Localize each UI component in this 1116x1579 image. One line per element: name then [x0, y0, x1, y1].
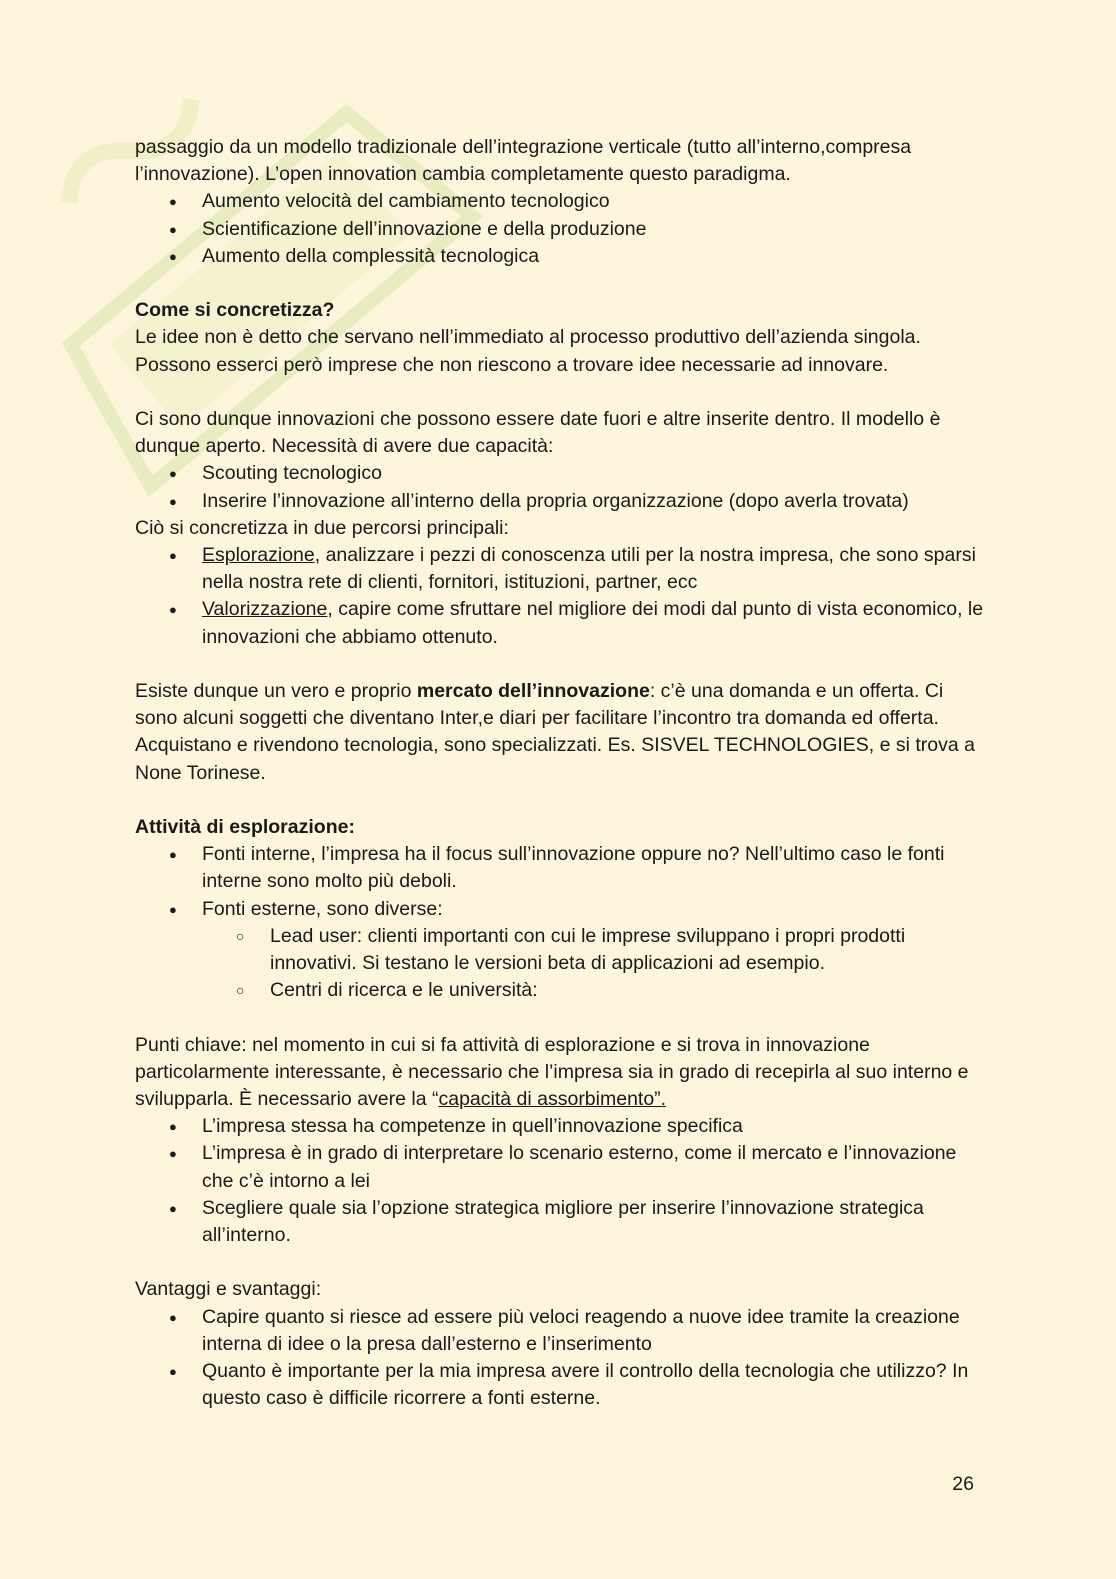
modello-aperto-paragraph: Ci sono dunque innovazioni che possono essere date fuori e altre inserite dentro. Il modello è dunque aperto. Necessità di avere due capacità: — [135, 408, 941, 458]
vantaggi-bullet-list — [135, 1304, 985, 1413]
esplorazione-text: , analizzare i pezzi di conoscenza utili per la nostra impresa, che sono sparsi nella nostra rete di clienti, fornitori, istituzioni, partner, ecc — [202, 544, 976, 594]
list-item — [135, 542, 985, 596]
list-item — [135, 596, 985, 650]
list-item: ● Capire quanto si riesce ad essere più veloci reagendo a nuove idee tramite la creazione interna di idee o la presa dall’esterno e l’inserimento — [135, 1304, 985, 1358]
esplorazione-link[interactable]: Esplorazione — [202, 544, 315, 567]
list-item: ● Fonti interne, l’impresa ha il focus sull’innovazione oppure no? Nell’ultimo caso le fonti interne sono molto più deboli. — [135, 841, 985, 895]
heading-come-si-concretizza: Come si concretizza? — [135, 299, 335, 322]
punti-bullet-list — [135, 1113, 985, 1249]
list-item: ● Aumento della complessità tecnologica — [135, 243, 985, 270]
sub-list-item: ○ Lead user: clienti importanti con cui le imprese sviluppano i propri prodotti innovativi. Si testano le versioni beta di applicazioni ad esempio. — [135, 923, 985, 977]
intro-bullet-list — [135, 188, 985, 270]
document-body — [135, 134, 985, 1412]
mercato-pre: Esiste dunque un vero e proprio — [135, 680, 417, 703]
list-item: ● Inserire l’innovazione all’interno della propria organizzazione (dopo averla trovata) — [135, 488, 985, 515]
mercato-innovazione-term: mercato dell’innovazione — [416, 680, 650, 703]
percorsi-bullet-list — [135, 542, 985, 651]
capacita-assorbimento-link[interactable]: capacità di assorbimento”. — [438, 1088, 667, 1111]
list-item: ● Scouting tecnologico — [135, 460, 985, 487]
list-item: ● Aumento velocità del cambiamento tecnologico — [135, 188, 985, 215]
percorsi-intro: Ciò si concretizza in due percorsi principali: — [135, 516, 509, 539]
list-item: ● Fonti esterne, sono diverse: — [135, 896, 985, 923]
valorizzazione-link[interactable]: Valorizzazione — [202, 598, 328, 621]
sub-list-item: ○ Centri di ricerca e le università: — [135, 977, 985, 1004]
punti-pre: Punti chiave: nel momento in cui si fa attività di esplorazione e si trova in innovazione particolarmente interessante, è necessario che l’impresa sia in grado di recepirla al suo interno e svilupparla. È necessario avere la “ — [135, 1033, 969, 1111]
page-number: 26 — [952, 1473, 974, 1495]
heading-vantaggi-svantaggi: Vantaggi e svantaggi: — [135, 1278, 322, 1301]
mercato-paragraph — [135, 678, 985, 787]
valorizzazione-text: , capire come sfruttare nel migliore dei modi dal punto di vista economico, le innovazioni che abbiamo ottenuto. — [202, 598, 984, 648]
list-item: ● Scientificazione dell’innovazione e della produzione — [135, 216, 985, 243]
mercato-post: : c’è una domanda e un offerta. Ci sono alcuni soggetti che diventano Inter,e diari per facilitare l’incontro tra domanda ed offerta. Acquistano e rivendono tecnologia, sono specializzati. Es. SISVEL TECHNOLOGIES, e si trova a None Torinese. — [135, 680, 976, 784]
list-item: ● Quanto è importante per la mia impresa avere il controllo della tecnologia che utilizzo? In questo caso è difficile ricorrere a fonti esterne. — [135, 1358, 985, 1412]
list-item: ● Scegliere quale sia l’opzione strategica migliore per inserire l’innovazione strategica all’interno. — [135, 1195, 985, 1249]
concretizza-paragraph: Le idee non è detto che servano nell’immediato al processo produttivo dell’azienda singola. Possono esserci però imprese che non riescono a trovare idee necessarie ad innovare. — [135, 326, 921, 376]
intro-paragraph: passaggio da un modello tradizionale dell’integrazione verticale (tutto all’interno,compresa l’innovazione). L’open innovation cambia completamente questo paradigma. — [135, 136, 912, 186]
capacita-bullet-list — [135, 460, 985, 514]
list-item: ● L’impresa stessa ha competenze in quell’innovazione specifica — [135, 1113, 985, 1140]
fonti-bullet-list — [135, 841, 985, 923]
heading-attivita-esplorazione: Attività di esplorazione: — [135, 816, 355, 839]
list-item: ● L’impresa è in grado di interpretare lo scenario esterno, come il mercato e l’innovazione che c’è intorno a lei — [135, 1140, 985, 1194]
fonti-esterne-sub-list — [135, 923, 985, 1005]
punti-chiave-paragraph — [135, 1032, 985, 1114]
